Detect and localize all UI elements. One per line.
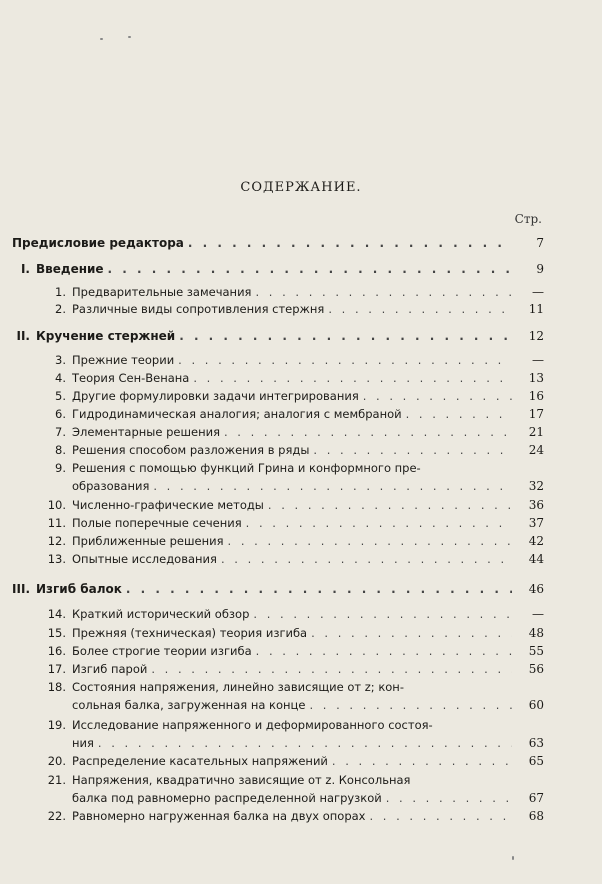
toc-leader-dots xyxy=(309,696,512,714)
toc-section-row xyxy=(40,477,544,495)
toc-section-row xyxy=(40,459,544,477)
toc-page-number: 65 xyxy=(528,754,544,768)
toc-entry-number: 12. xyxy=(47,534,66,548)
toc-section-row xyxy=(40,624,544,642)
toc-page-number: 7 xyxy=(536,236,544,250)
toc-entry-number: 10. xyxy=(47,498,66,512)
toc-chapter-row xyxy=(12,580,544,598)
toc-leader-dots xyxy=(313,441,512,459)
toc-entry-title: Состояния напряжения, линейно зависящие от z; кон- xyxy=(72,680,404,694)
toc-page-number: 55 xyxy=(528,644,544,658)
toc-page-number: 63 xyxy=(528,736,544,750)
toc-page-number: — xyxy=(532,607,544,621)
toc-section-row xyxy=(40,789,544,807)
toc-section-row xyxy=(40,283,544,301)
toc-leader-dots xyxy=(311,624,512,642)
toc-section-row xyxy=(40,696,544,714)
toc-entry-title: Введение xyxy=(36,262,104,276)
toc-entry-title: сольная балка, загруженная на конце xyxy=(72,698,306,712)
toc-leader-dots xyxy=(153,477,512,495)
toc-entry-title: Равномерно нагруженная балка на двух опорах xyxy=(72,809,366,823)
toc-page-number: 48 xyxy=(528,626,544,640)
toc-leader-dots xyxy=(386,789,512,807)
toc-entry-title: Распределение касательных напряжений xyxy=(72,754,328,768)
toc-entry-title: Теория Сен-Венана xyxy=(72,371,190,385)
toc-leader-dots xyxy=(151,660,512,678)
toc-section-row xyxy=(40,716,544,734)
toc-section-row xyxy=(40,678,544,696)
toc-leader-dots xyxy=(178,351,512,369)
toc-leader-dots xyxy=(246,514,512,532)
toc-entry-number: 6. xyxy=(55,407,66,421)
toc-section-row xyxy=(40,660,544,678)
toc-entry-title: Предисловие редактора xyxy=(12,236,184,250)
toc-entry-number: I. xyxy=(20,262,30,276)
toc-section-row xyxy=(40,405,544,423)
toc-entry-number: 5. xyxy=(55,389,66,403)
toc-entry-title: ния xyxy=(72,736,94,750)
toc-entry-number: 4. xyxy=(55,371,66,385)
toc-entry-title: Различные виды сопротивления стержня xyxy=(72,302,325,316)
toc-section-row xyxy=(40,441,544,459)
toc-entry-title: Опытные исследования xyxy=(72,552,217,566)
toc-page-number: 16 xyxy=(528,389,544,403)
toc-leader-dots xyxy=(98,734,512,752)
toc-section-row xyxy=(40,387,544,405)
toc-section-row xyxy=(40,734,544,752)
toc-entry-number: 7. xyxy=(55,425,66,439)
toc-leader-dots xyxy=(406,405,512,423)
toc-section-row xyxy=(40,423,544,441)
toc-page-number: 44 xyxy=(528,552,544,566)
toc-entry-number: 22. xyxy=(47,809,66,823)
toc-leader-dots xyxy=(328,300,512,318)
toc-entry-number: 21. xyxy=(47,773,66,787)
toc-leader-dots xyxy=(221,550,512,568)
toc-section-row xyxy=(40,496,544,514)
toc-entry-title: Полые поперечные сечения xyxy=(72,516,242,530)
toc-entry-number: 14. xyxy=(47,607,66,621)
toc-entry-number: 19. xyxy=(47,718,66,732)
toc-entry-title: Краткий исторический обзор xyxy=(72,607,250,621)
toc-chapter-row xyxy=(12,260,544,278)
toc-page-number: 42 xyxy=(528,534,544,548)
toc-page-number: 56 xyxy=(528,662,544,676)
toc-entry-number: 17. xyxy=(47,662,66,676)
toc-section-row xyxy=(40,369,544,387)
toc-entry-title: образования xyxy=(72,479,150,493)
toc-section-row xyxy=(40,514,544,532)
toc-section-row xyxy=(40,807,544,825)
toc-entry-title: Элементарные решения xyxy=(72,425,220,439)
scan-speck xyxy=(512,856,514,860)
toc-leader-dots xyxy=(126,580,512,598)
toc-leader-dots xyxy=(332,752,512,770)
toc-leader-dots xyxy=(369,807,512,825)
toc-entry-title: балка под равномерно распределенной нагрузкой xyxy=(72,791,382,805)
toc-entry-number: 13. xyxy=(47,552,66,566)
toc-entry-title: Решения способом разложения в ряды xyxy=(72,443,310,457)
toc-leader-dots xyxy=(253,605,512,623)
toc-leader-dots xyxy=(179,327,512,345)
toc-entry-title: Кручение стержней xyxy=(36,329,176,343)
scan-speck xyxy=(128,36,131,38)
toc-entry-title: Численно-графические методы xyxy=(72,498,264,512)
toc-page-number: 11 xyxy=(528,302,544,316)
toc-entry-number: III. xyxy=(12,582,30,596)
toc-page-number: 24 xyxy=(528,443,544,457)
toc-leader-dots xyxy=(108,260,512,278)
toc-entry-title: Изгиб балок xyxy=(36,582,122,596)
toc-page-number: 36 xyxy=(528,498,544,512)
toc-entry-number: 9. xyxy=(55,461,66,475)
toc-leader-dots xyxy=(256,642,512,660)
toc-section-row xyxy=(40,771,544,789)
toc-entry-title: Предварительные замечания xyxy=(72,285,252,299)
toc-entry-number: 1. xyxy=(55,285,66,299)
toc-page-number: 12 xyxy=(528,329,544,343)
toc-leader-dots xyxy=(255,283,512,301)
toc-page-number: 17 xyxy=(528,407,544,421)
toc-entry-number: 3. xyxy=(55,353,66,367)
toc-entry-title: Гидродинамическая аналогия; аналогия с мембраной xyxy=(72,407,402,421)
toc-entry-title: Приближенные решения xyxy=(72,534,224,548)
toc-section-row xyxy=(40,642,544,660)
toc-leader-dots xyxy=(363,387,512,405)
page-column-header: Стр. xyxy=(514,212,542,226)
toc-section-row xyxy=(40,300,544,318)
toc-section-row xyxy=(40,550,544,568)
toc-entry-title: Прежняя (техническая) теория изгиба xyxy=(72,626,308,640)
toc-chapter-row xyxy=(12,327,544,345)
toc-page-number: 21 xyxy=(528,425,544,439)
toc-leader-dots xyxy=(188,234,512,252)
toc-entry-number: 20. xyxy=(47,754,66,768)
toc-entry-title: Другие формулировки задачи интегрирования xyxy=(72,389,359,403)
scan-speck xyxy=(100,38,103,40)
toc-entry-number: II. xyxy=(16,329,30,343)
toc-leader-dots xyxy=(228,532,512,550)
toc-entry-title: Изгиб парой xyxy=(72,662,148,676)
toc-entry-title: Более строгие теории изгиба xyxy=(72,644,252,658)
toc-page-number: 13 xyxy=(528,371,544,385)
toc-page-number: 60 xyxy=(528,698,544,712)
page-title: СОДЕРЖАНИЕ. xyxy=(240,180,362,195)
toc-section-row xyxy=(40,532,544,550)
toc-entry-number: 11. xyxy=(47,516,66,530)
toc-entry-title: Напряжения, квадратично зависящие от z. Консольная xyxy=(72,773,411,787)
toc-entry-title: Исследование напряженного и деформированного состоя- xyxy=(72,718,433,732)
toc-section-row xyxy=(40,752,544,770)
toc-entry-number: 16. xyxy=(47,644,66,658)
toc-page-number: 32 xyxy=(528,479,544,493)
toc-entry-number: 18. xyxy=(47,680,66,694)
toc-page-number: 68 xyxy=(528,809,544,823)
toc-entry-number: 2. xyxy=(55,302,66,316)
toc-entry-number: 15. xyxy=(47,626,66,640)
toc-page-number: 37 xyxy=(528,516,544,530)
toc-section-row xyxy=(40,351,544,369)
toc-page-number: 46 xyxy=(528,582,544,596)
toc-chapter-row xyxy=(12,234,544,252)
toc-leader-dots xyxy=(268,496,512,514)
toc-page-number: — xyxy=(532,285,544,299)
toc-entry-title: Решения с помощью функций Грина и конформного пре- xyxy=(72,461,421,475)
toc-leader-dots xyxy=(193,369,512,387)
toc-leader-dots xyxy=(224,423,512,441)
toc-page-number: 9 xyxy=(536,262,544,276)
toc-entry-title: Прежние теории xyxy=(72,353,175,367)
toc-section-row xyxy=(40,605,544,623)
toc-page-number: — xyxy=(532,353,544,367)
toc-entry-number: 8. xyxy=(55,443,66,457)
toc-page-number: 67 xyxy=(528,791,544,805)
